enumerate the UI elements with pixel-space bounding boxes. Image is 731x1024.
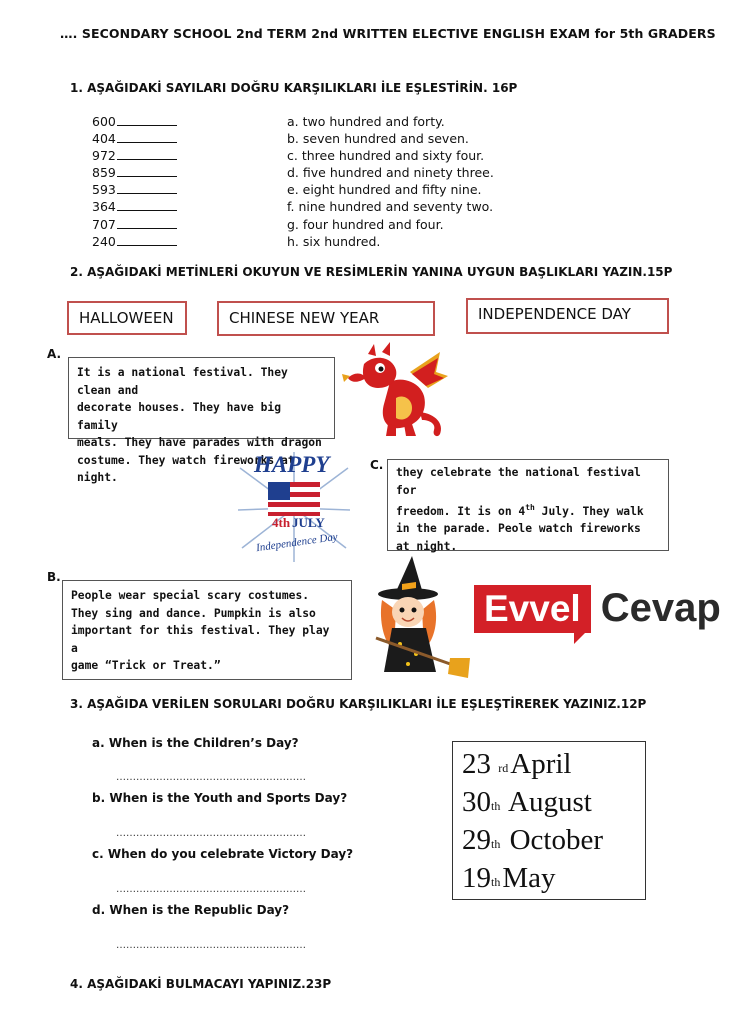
text-box-c xyxy=(387,459,669,551)
q1-number-row xyxy=(92,164,177,181)
answer-line[interactable]: ………………………………………………… xyxy=(116,828,306,839)
text-line: in the parade. Peole watch fireworks xyxy=(396,522,641,536)
date-number: 19 xyxy=(462,862,491,894)
q1-number-row xyxy=(92,113,177,130)
text-line: game “Trick or Treat.” xyxy=(71,659,221,672)
q1-number: 972 xyxy=(92,148,116,164)
fourth-text: 4th xyxy=(272,515,291,530)
q1-word-item: h. six hundred. xyxy=(287,233,381,249)
q3-question-b: b. When is the Youth and Sports Day? xyxy=(92,791,348,805)
date-month: April xyxy=(510,748,572,780)
q1-number: 600 xyxy=(92,114,116,129)
date-month: May xyxy=(502,862,556,894)
q1-number-row xyxy=(92,216,177,233)
answer-line[interactable]: ………………………………………………… xyxy=(116,940,306,951)
date-number: 30 xyxy=(462,786,491,818)
q4-title: 4. AŞAĞIDAKİ BULMACAYI YAPINIZ.23P xyxy=(70,977,332,991)
text-line: they celebrate the national festival for xyxy=(396,466,641,497)
label-c: C. xyxy=(370,458,384,472)
july-text: JULY xyxy=(292,515,325,530)
date-suffix: th xyxy=(491,875,501,889)
witch-icon xyxy=(372,554,472,682)
text-line: It is a national festival. They clean and xyxy=(77,366,288,397)
q1-number-row xyxy=(92,181,177,198)
text-sup: th xyxy=(525,503,535,512)
q1-word-item: f. nine hundred and seventy two. xyxy=(287,199,494,215)
brand-logo xyxy=(474,584,721,634)
answer-blank[interactable] xyxy=(117,234,177,246)
text-line: meals. They have parades with dragon xyxy=(77,436,322,449)
q1-word-item: g. four hundred and four. xyxy=(287,216,444,232)
answer-line[interactable]: ………………………………………………… xyxy=(116,884,306,895)
date-suffix: th xyxy=(491,837,501,851)
brand-right: Cevap xyxy=(600,586,721,630)
q1-number: 364 xyxy=(92,199,116,215)
q1-word-item: e. eight hundred and fifty nine. xyxy=(287,182,482,198)
q3-question-c: c. When do you celebrate Victory Day? xyxy=(92,847,354,861)
text-line: at night. xyxy=(396,539,458,553)
q1-number: 707 xyxy=(92,216,116,232)
q1-word-item: d. five hundred and ninety three. xyxy=(287,165,494,181)
text-line: They sing and dance. Pumpkin is also xyxy=(71,606,316,620)
q1-number-row xyxy=(92,233,177,250)
q1-number: 859 xyxy=(92,165,116,181)
option-chinese-new-year: CHINESE NEW YEAR xyxy=(217,301,435,336)
us-flag-icon xyxy=(268,482,320,516)
answer-line[interactable]: ………………………………………………… xyxy=(116,772,306,783)
date-option xyxy=(462,783,645,821)
q1-word-item: a. two hundred and forty. xyxy=(287,114,445,129)
happy-text: HAPPY xyxy=(254,452,330,477)
q1-number-row xyxy=(92,198,177,215)
answer-blank[interactable] xyxy=(117,131,177,143)
q1-word-item: c. three hundred and sixty four. xyxy=(287,148,485,164)
q1-number-list xyxy=(92,113,177,250)
speech-tail-icon xyxy=(574,630,588,644)
option-halloween: HALLOWEEN xyxy=(67,301,187,335)
date-number: 29 xyxy=(462,824,491,856)
option-independence-day: INDEPENDENCE DAY xyxy=(466,298,669,334)
independence-day-logo xyxy=(238,448,350,564)
q3-question-d: d. When is the Republic Day? xyxy=(92,903,290,917)
text-line: important for this festival. They play a xyxy=(71,624,330,655)
text-line: costume. They watch fireworks at night. xyxy=(77,453,295,484)
answer-blank[interactable] xyxy=(117,182,177,194)
date-option xyxy=(462,745,645,783)
date-month: August xyxy=(508,786,592,818)
text-line: decorate houses. They have big family xyxy=(77,401,282,432)
q2-title: 2. AŞAĞIDAKİ METİNLERİ OKUYUN VE RESİMLERİN YANINA UYGUN BAŞLIKLARI YAZIN.15P xyxy=(70,265,673,279)
q1-word-list xyxy=(287,113,494,250)
q1-number-row xyxy=(92,147,177,164)
date-suffix: rd xyxy=(498,761,509,775)
q1-number-row xyxy=(92,130,177,147)
q1-number: 240 xyxy=(92,233,116,249)
date-suffix: th xyxy=(491,799,501,813)
date-option xyxy=(462,859,645,897)
answer-blank[interactable] xyxy=(117,148,177,160)
exam-header: …. SECONDARY SCHOOL 2nd TERM 2nd WRITTEN ELECTIVE ENGLISH EXAM for 5th GRADERS xyxy=(60,26,716,41)
text-line xyxy=(396,499,660,520)
answer-blank[interactable] xyxy=(117,199,177,211)
text-line: People wear special scary costumes. xyxy=(71,589,310,602)
date-number: 23 xyxy=(462,748,491,780)
brand-left: Evvel xyxy=(474,585,591,633)
q3-title: 3. AŞAĞIDA VERİLEN SORULARI DOĞRU KARŞILIKLARI İLE EŞLEŞTİREREK YAZINIZ.12P xyxy=(70,697,647,711)
date-options-box xyxy=(452,741,646,900)
independence-text: Independence Day xyxy=(255,530,339,555)
text-box-b xyxy=(62,580,352,680)
q1-title: 1. AŞAĞIDAKİ SAYILARI DOĞRU KARŞILIKLARI İLE EŞLESTİRİN. 16P xyxy=(70,81,518,95)
q1-number: 593 xyxy=(92,182,116,198)
text-fragment: July. They walk xyxy=(534,504,644,518)
answer-blank[interactable] xyxy=(117,165,177,177)
text-fragment: freedom. It is on 4 xyxy=(396,504,526,518)
label-a: A. xyxy=(47,347,62,361)
date-option xyxy=(462,821,645,859)
q1-word-item: b. seven hundred and seven. xyxy=(287,131,469,147)
q3-question-a: a. When is the Children’s Day? xyxy=(92,736,299,750)
q1-number: 404 xyxy=(92,131,116,147)
date-month: October xyxy=(509,824,603,856)
label-b: B. xyxy=(47,570,61,584)
answer-blank[interactable] xyxy=(117,114,177,126)
dragon-icon xyxy=(340,342,452,442)
answer-blank[interactable] xyxy=(117,217,177,229)
